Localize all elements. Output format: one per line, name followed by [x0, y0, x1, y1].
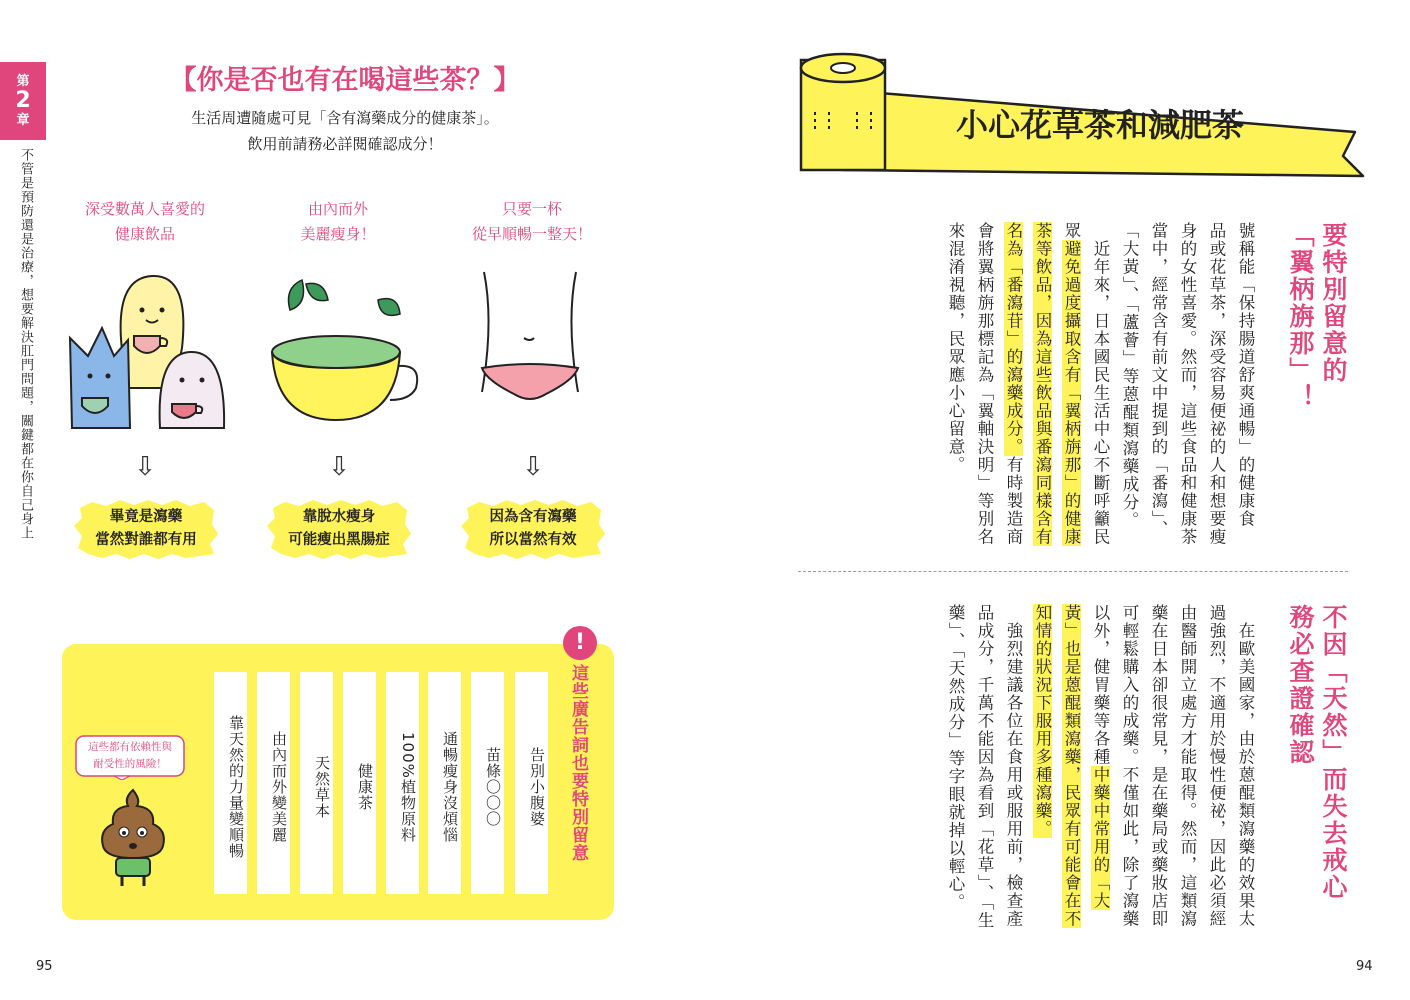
right-page-title: 小心花草茶和減肥茶: [955, 106, 1244, 144]
arrow-down-icon: ⇩: [134, 452, 156, 482]
body-column: 名為「番瀉苷」的瀉藥成分。有時製造商: [1004, 222, 1023, 546]
chapter-number: 2: [15, 88, 31, 113]
exclamation-icon: !: [563, 626, 597, 660]
chapter-suffix: 章: [16, 113, 30, 128]
body-column: 藥在日本卻很常見，是在藥局或藥妝店即: [1149, 604, 1168, 928]
panel-2-caption: 由內而外 美麗瘦身！: [300, 200, 376, 243]
warning-title: 這些廣告詞也要特別留意: [568, 664, 588, 862]
highlighted-text: 中藥中常用的「大: [1091, 766, 1110, 910]
body-column: 強烈建議各位在食用或服用前，檢查產: [1004, 604, 1023, 928]
ad-phrase-strip: 天然草本: [300, 672, 333, 894]
left-page-title: 【你是否也有在喝這些茶？】: [169, 65, 521, 96]
result-burst-3: 因為含有瀉藥 所以當然有效: [459, 498, 607, 560]
panel-3-caption: 只要一杯 從早順暢一整天！: [471, 200, 592, 243]
waist-illustration: [470, 268, 590, 428]
highlighted-text: 名為「番瀉苷」的瀉藥成分。: [1004, 222, 1023, 456]
body-column: 眾避免過度攝取含有「翼柄旃那」的健康: [1062, 222, 1081, 546]
body-column: 號稱能「保持腸道舒爽通暢」的健康食: [1236, 222, 1255, 528]
body-column: 來混淆視聽，民眾應小心留意。: [946, 222, 965, 474]
body-column: 品或花草茶，深受容易便祕的人和想要瘦: [1207, 222, 1226, 546]
chapter-prefix: 第: [16, 74, 30, 89]
body-column: 在歐美國家，由於蒽醌類瀉藥的效果太: [1236, 604, 1255, 928]
chapter-description: 不管是預防還是治療，想要解決肛門問題，關鍵都在你自己身上: [18, 148, 33, 540]
section-1-body: [870, 222, 1260, 567]
ad-phrase-strip: 苗條〇〇〇: [471, 672, 504, 894]
section-1-heading: 要特別留意的 「翼柄旃那」！: [1286, 222, 1348, 411]
body-column: 身的女性喜愛。然而，這些食品和健康茶: [1178, 222, 1197, 546]
subtitle-line-1: 生活周遭隨處可見「含有瀉藥成分的健康茶」。: [191, 109, 499, 127]
highlighted-text: 知情的狀況下服用多種瀉藥。: [1033, 604, 1052, 838]
body-column: [1028, 222, 1057, 567]
page-number-right: 94: [1356, 959, 1373, 974]
chapter-tab: [0, 62, 46, 140]
panel-1-caption: 深受數萬人喜愛的 健康飲品: [84, 200, 205, 243]
ad-phrase-strip: 告別小腹婆: [515, 672, 548, 894]
body-column: 當中，經常含有前文中提到的「番瀉」、: [1149, 222, 1168, 538]
risk-speech-bubble: 這些都有依賴性與 耐受性的風險！: [74, 734, 186, 780]
body-column: 以外，健胃藥等各種中藥中常用的「大: [1091, 604, 1110, 910]
poop-character-illustration: [98, 786, 168, 888]
body-column: 過強烈，不適用於慢性便祕，因此必須經: [1207, 604, 1226, 928]
arrow-down-icon: ⇩: [328, 452, 350, 482]
body-column: 會將翼柄旃那標記為「翼軸決明」等別名: [975, 222, 994, 546]
body-column: 藥」、「天然成分」等字眼就掉以輕心。: [946, 604, 965, 912]
page-number-left: 95: [36, 959, 53, 974]
section-2-body: [870, 604, 1260, 949]
tea-cup-illustration: [266, 270, 426, 430]
ad-phrase-strip: 通暢瘦身沒煩惱: [428, 672, 461, 894]
ad-phrase-strip: 靠天然的力量變順暢: [214, 672, 247, 894]
highlighted-text: 避免過度攝取含有「翼柄旃那」的健康: [1062, 240, 1081, 546]
body-column: 可輕鬆購入的成藥。不僅如此，除了瀉藥: [1120, 604, 1139, 928]
body-column: 品成分，千萬不能因為看到「花草」、「生: [975, 604, 994, 930]
highlighted-text: 黃」也是蒽醌類瀉藥，民眾有可能會在不: [1062, 604, 1081, 928]
ad-phrase-strip: 100%植物原料: [386, 672, 419, 894]
body-column: [1057, 604, 1086, 949]
result-burst-1: 畢竟是瀉藥 當然對誰都有用: [72, 498, 220, 560]
body-column: 「大黃」、「蘆薈」等蒽醌類瀉藥成分。: [1120, 222, 1139, 530]
tea-drinkers-illustration: [64, 268, 234, 433]
arrow-down-icon: ⇩: [522, 452, 544, 482]
ad-phrase-strip: 健康茶: [343, 672, 376, 894]
body-column: 由醫師開立處方才能取得。然而，這類瀉: [1178, 604, 1197, 928]
section-divider: [798, 571, 1348, 572]
highlighted-text: 茶等飲品，因為這些飲品與番瀉同樣含有: [1033, 222, 1052, 546]
subtitle-line-2: 飲用前請務必詳閱確認成分！: [247, 135, 443, 153]
section-2-heading: 不因「天然」而失去戒心 務必查證確認: [1286, 604, 1348, 901]
result-burst-2: 靠脫水瘦身 可能瘦出黑腸症: [265, 498, 413, 560]
ad-phrase-strip: 由內而外變美麗: [257, 672, 290, 894]
body-column: [1028, 604, 1057, 949]
body-column: 近年來，日本國民生活中心不斷呼籲民: [1091, 222, 1110, 546]
